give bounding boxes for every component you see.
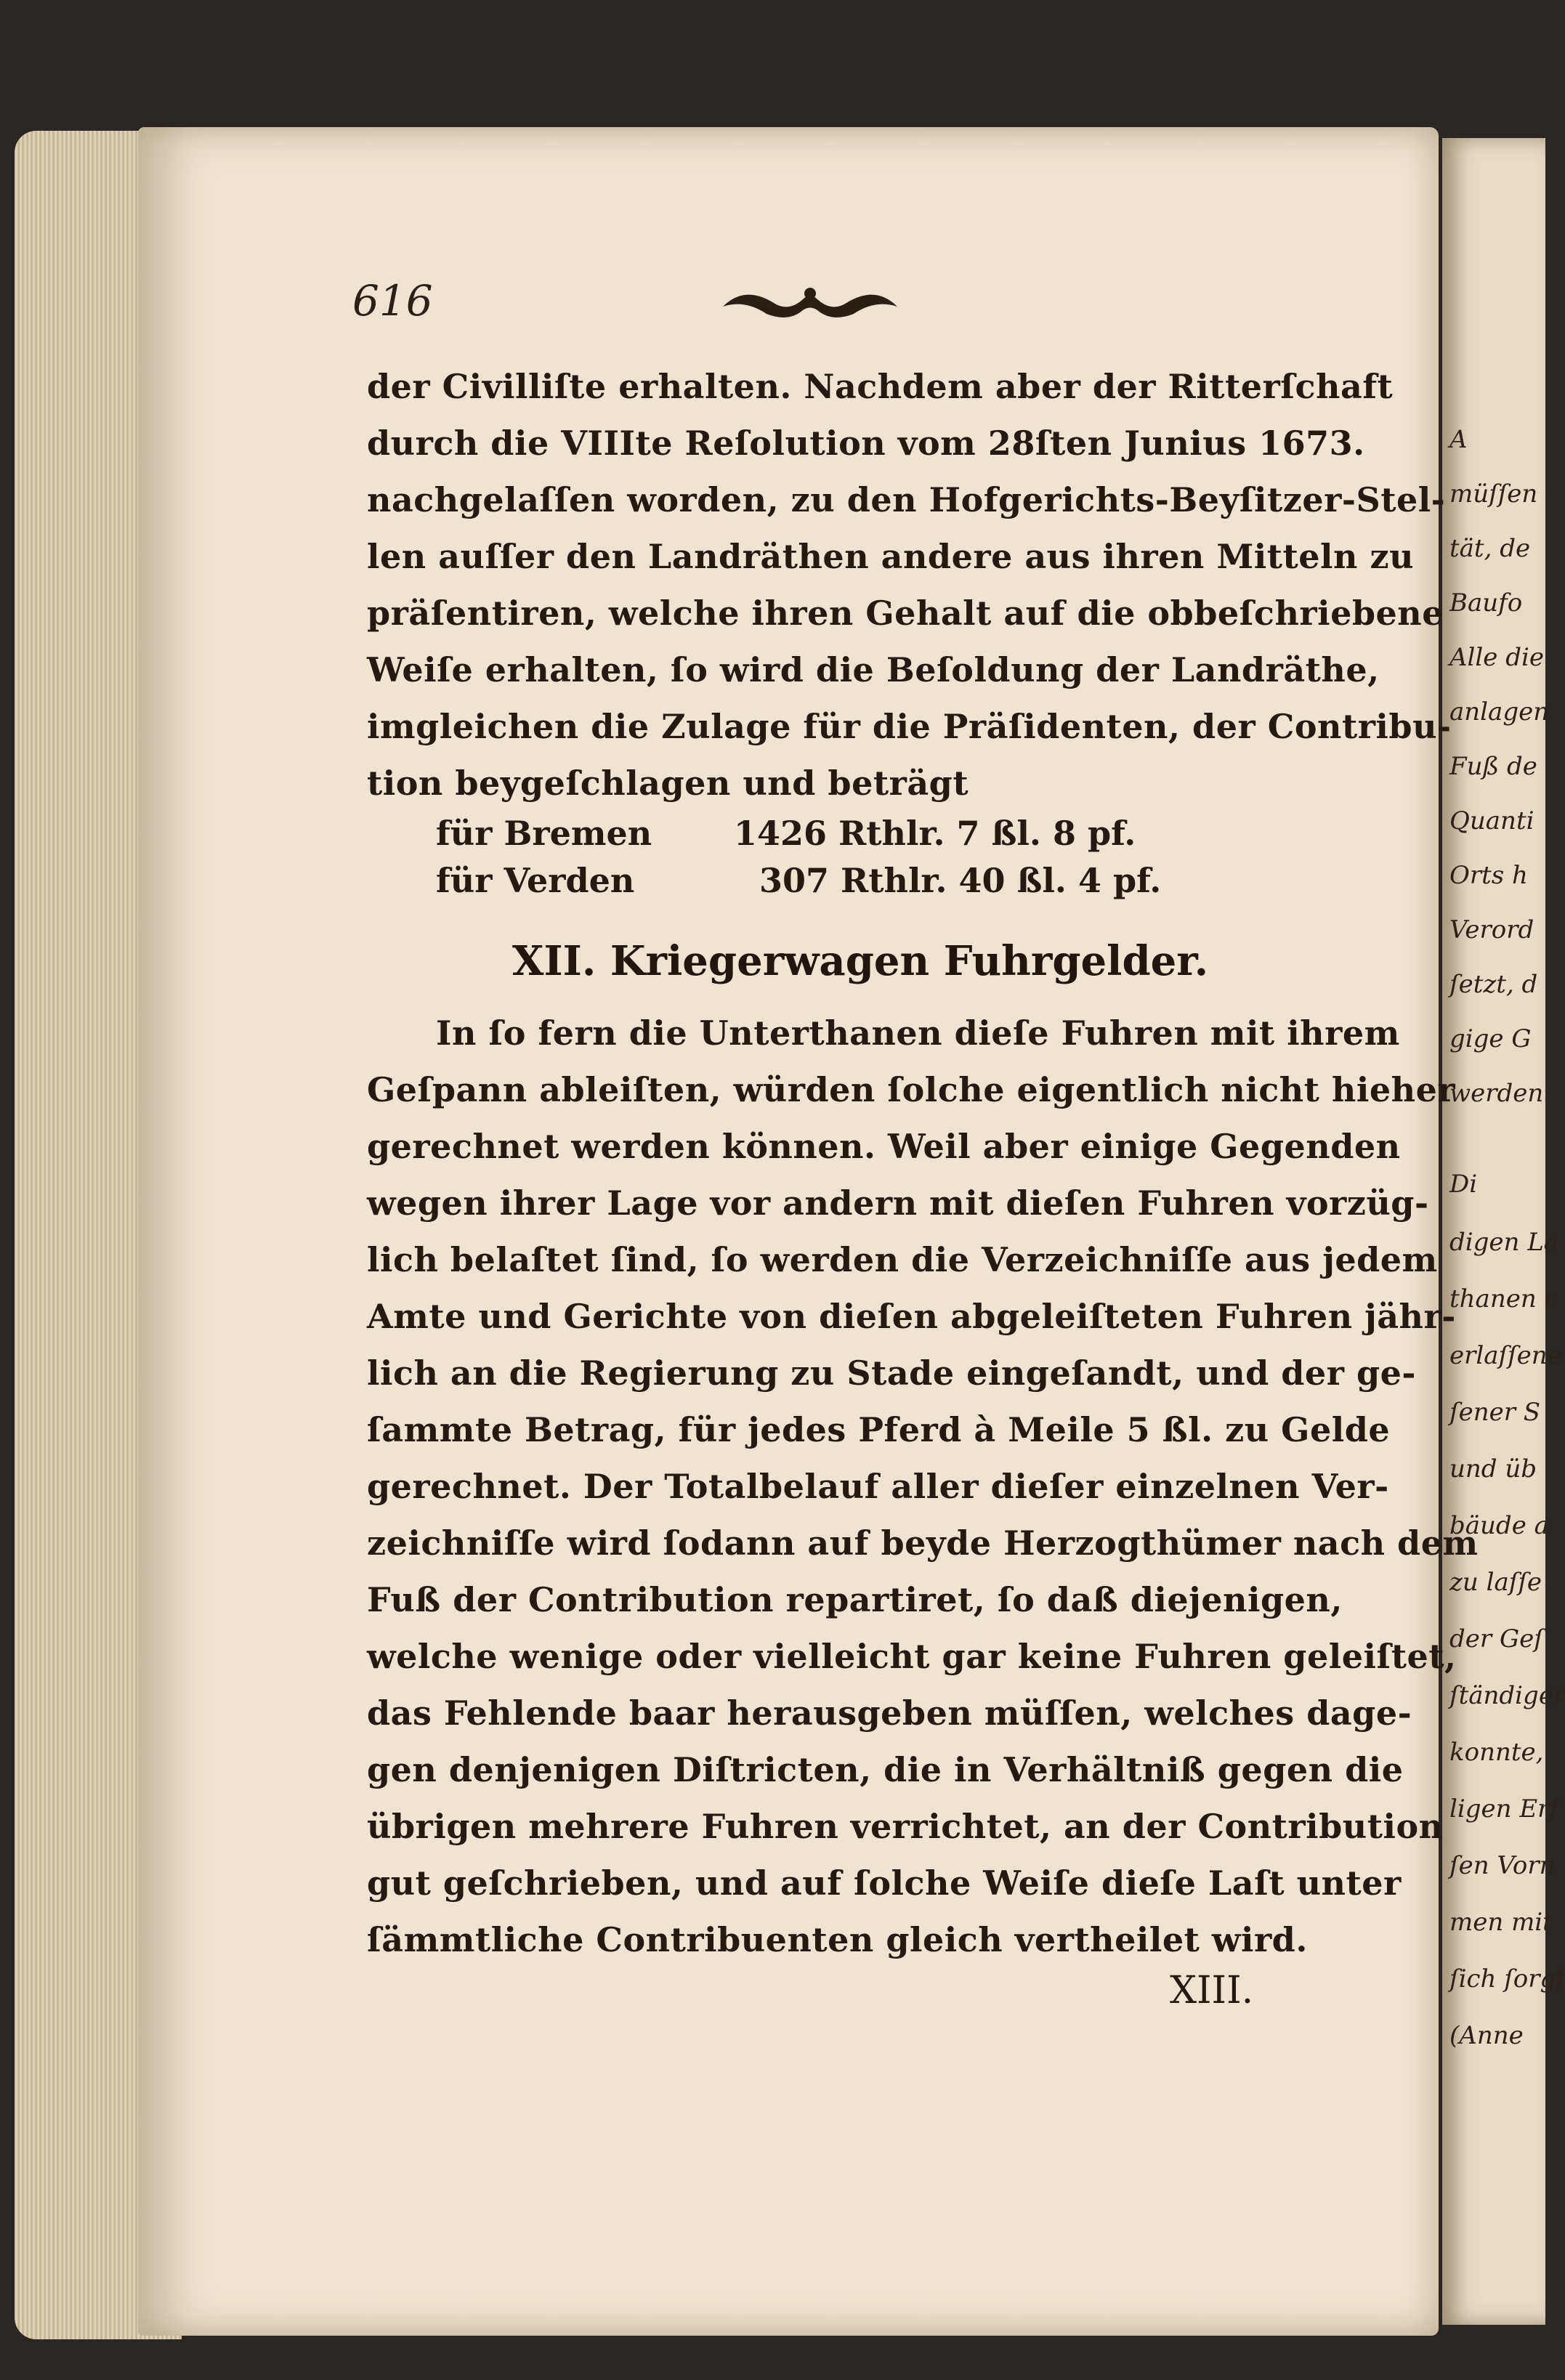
text-line: gerechnet. Der Totalbelauf aller dieſer einzelnen Ver- (367, 1467, 1389, 1506)
text-line: welche wenige oder vielleicht gar keine Fuhren geleiſtet, (367, 1637, 1457, 1676)
facing-fragment: der Geſ (1449, 1624, 1543, 1654)
facing-fragment: digen La (1449, 1228, 1559, 1257)
text-line: übrigen mehrere Fuhren verrichtet, an der Contribution (367, 1807, 1444, 1846)
amount-place: für Bremen (436, 814, 652, 853)
text-line: gen denjenigen Diſtricten, die in Verhältniß gegen die (367, 1750, 1404, 1789)
text-line: gut geſchrieben, und auf ſolche Weiſe dieſe Laſt unter (367, 1863, 1402, 1903)
text-line: imgleichen die Zulage für die Präſidenten, der Contribu- (367, 707, 1452, 746)
text-line: ſammte Betrag, für jedes Pferd à Meile 5 ßl. zu Gelde (367, 1410, 1391, 1449)
facing-fragment: ligen Erf (1449, 1794, 1558, 1824)
text-line: ſämmtliche Contribuenten gleich vertheilet wird. (367, 1920, 1308, 1959)
facing-fragment: Quanti (1449, 806, 1534, 835)
facing-page (1442, 138, 1565, 2325)
amount-value: 307 Rthlr. 40 ßl. 4 pf. (759, 861, 1162, 900)
text-line: präſentiren, welche ihren Gehalt auf die obbeſchriebene (367, 594, 1444, 633)
text-line: lich an die Regierung zu Stade eingeſandt, und der ge- (367, 1353, 1416, 1393)
facing-fragment: Baufo (1449, 588, 1523, 618)
facing-fragment: anlagen (1449, 697, 1550, 726)
text-line: nachgelaſſen worden, zu den Hofgerichts-Beyſitzer-Stel- (367, 480, 1446, 519)
facing-fragment: ſich ſorgf (1449, 1964, 1565, 1994)
facing-fragment: ſtändiger (1449, 1681, 1565, 1710)
facing-fragment: men mit (1449, 1908, 1553, 1937)
amount-place: für Verden (436, 861, 635, 900)
text-line: len auſſer den Landräthen andere aus ihren Mitteln zu (367, 537, 1415, 576)
text-line: Fuß der Contribution repartiret, ſo daß diejenigen, (367, 1580, 1343, 1619)
facing-fragment: müſſen (1449, 479, 1538, 509)
facing-fragment: Di (1449, 1170, 1478, 1199)
facing-fragment: bäude a (1449, 1511, 1549, 1540)
text-line: wegen ihrer Lage vor andern mit dieſen Fuhren vorzüg- (367, 1183, 1429, 1223)
text-line: In ſo fern die Unterthanen dieſe Fuhren mit ihrem (436, 1013, 1400, 1053)
section-heading: XII. Kriegerwagen Fuhrgelder. (512, 937, 1209, 985)
facing-fragment: und üb (1449, 1454, 1537, 1484)
facing-fragment: gige G (1449, 1024, 1532, 1053)
facing-fragment: erlaſſene (1449, 1341, 1562, 1370)
catchword: XIII. (1170, 1969, 1254, 2012)
printer-ornament-icon (716, 278, 905, 328)
page-number: 616 (352, 276, 433, 325)
text-line: Amte und Gerichte von dieſen abgeleiſteten Fuhren jähr- (367, 1297, 1456, 1336)
text-line: tion beygeſchlagen und beträgt (367, 764, 969, 803)
text-line: Geſpann ableiſten, würden ſolche eigentlich nicht hieher (367, 1070, 1456, 1109)
facing-fragment: tät, de (1449, 534, 1531, 563)
facing-fragment: Orts h (1449, 861, 1528, 890)
facing-fragment: werden (1449, 1079, 1544, 1108)
facing-fragment: ſetzt, d (1449, 970, 1538, 999)
facing-fragment: zu laſſe (1449, 1568, 1542, 1597)
facing-fragment: ſen Vorn (1449, 1851, 1556, 1880)
text-line: durch die VIIIte Reſolution vom 28ſten Junius 1673. (367, 424, 1365, 463)
facing-fragment: konnte, (1449, 1738, 1544, 1767)
text-line: gerechnet werden können. Weil aber einige Gegenden (367, 1127, 1401, 1166)
facing-fragment: Fuß de (1449, 752, 1537, 781)
facing-fragment: Verord (1449, 915, 1534, 944)
facing-fragment: ſener S (1449, 1398, 1541, 1427)
facing-fragment: Alle die (1449, 643, 1544, 672)
amount-value: 1426 Rthlr. 7 ßl. 8 pf. (734, 814, 1136, 853)
text-line: Weiſe erhalten, ſo wird die Beſoldung der Landräthe, (367, 650, 1380, 689)
text-line: das Fehlende baar herausgeben müſſen, welches dage- (367, 1693, 1412, 1733)
text-line: lich belaſtet ſind, ſo werden die Verzeichniſſe aus jedem (367, 1240, 1438, 1279)
text-line: zeichniſſe wird ſodann auf beyde Herzogthümer nach dem (367, 1523, 1479, 1563)
facing-fragment: (Anne (1449, 2021, 1524, 2050)
facing-fragment: thanen c (1449, 1284, 1558, 1314)
text-line: der Civilliſte erhalten. Nachdem aber der Ritterſchaft (367, 367, 1394, 406)
facing-fragment: A (1449, 425, 1468, 454)
